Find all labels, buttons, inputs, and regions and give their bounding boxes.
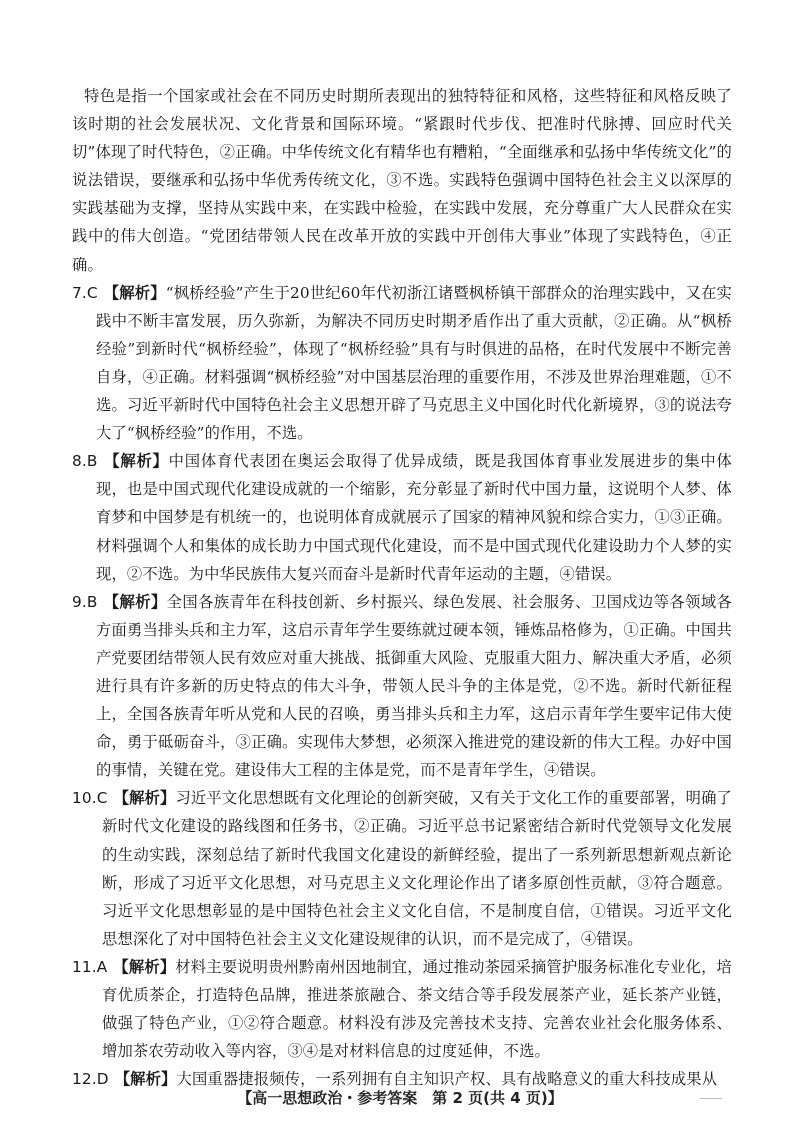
analysis-tag: 【解析】: [103, 452, 169, 471]
analysis-text: 材料主要说明贵州黔南州因地制宜，通过推动茶园采摘管护服务标准化专业化，培育优质茶企，打造特色品牌，推进茶旅融合、茶文结合等手段发展茶产业，延长茶产业链，做强了特色产业，①②符合题意。材料没有涉及完善技术支持、完善农业社会化服务体系、增加茶农劳动收入等内容，③④是对材料信息的过度延伸，不选。: [102, 957, 733, 1061]
continuation-paragraph: 特色是指一个国家或社会在不同历史时期所表现出的独特特征和风格，这些特征和风格反映了该时期的社会发展状况、文化背景和国际环境。“紧跟时代步伐、把准时代脉搏、回应时代关切”体现了时代特色，②正确。中华传统文化有精华也有糟粕，“全面继承和弘扬中华传统文化”的说法错误，要继承和弘扬中华优秀传统文化，③不选。实践特色强调中国特色社会主义以深厚的实践基础为支撑，坚持从实践中来，在实践中检验，在实践中发展，充分尊重广大人民群众在实践中的伟大创造。“党团结带领人民在改革开放的实践中开创伟大事业”体现了实践特色，④正确。: [72, 87, 732, 274]
answer-item-10: [72, 784, 732, 953]
analysis-text: 大国重器捷报频传，一系列拥有自主知识产权、具有战略意义的重大科技成果从: [176, 1070, 718, 1089]
analysis-text: “枫桥经验”产生于20世纪60年代初浙江诸暨枫桥镇干部群众的治理实践中，又在实践中不断丰富发展，历久弥新，为解决不同历史时期矛盾作出了重大贡献，②正确。从“枫桥经验”到新时代“枫桥经验”，体现了“枫桥经验”具有与时俱进的品格，在时代发展中不断完善自身，④正确。材料强调“枫桥经验”对中国基层治理的重要作用，不涉及世界治理难题，①不选。习近平新时代中国特色社会主义思想开辟了马克思主义中国化时代化新境界，③的说法夸大了“枫桥经验”的作用，不选。: [96, 283, 733, 443]
analysis-text: 全国各族青年在科技创新、乡村振兴、绿色发展、社会服务、卫国戍边等各领域各方面勇当排头兵和主力军，这启示青年学生要练就过硬本领，锤炼品格修为，①正确。中国共产党要团结带领人民有效应对重大挑战、抵御重大风险、克服重大阻力、解决重大矛盾，必须进行具有许多新的历史特点的伟大斗争，带领人民斗争的主体是党，②不选。新时代新征程上，全国各族青年听从党和人民的召唤，勇当排头兵和主力军，这启示青年学生要牢记伟大使命，勇于砥砺奋斗，③正确。实现伟大梦想，必须深入推进党的建设新的伟大工程。办好中国的事情，关键在党。建设伟大工程的主体是党，而不是青年学生，④错误。: [96, 592, 732, 780]
analysis-tag: 【解析】: [103, 592, 167, 611]
analysis-text: 习近平文化思想既有文化理论的创新突破，又有关于文化工作的重要部署，明确了新时代文化建设的路线图和任务书，②正确。习近平总书记紧密结合新时代党领导文化发展的生动实践，深刻总结了新时代我国文化建设的新鲜经验，提出了一系列新思想新观点新论断，形成了习近平文化思想，对马克思主义文化理论作出了诸多原创性贡献，③符合题意。习近平文化思想彰显的是中国特色社会主义文化自信，不是制度自信，①错误。习近平文化思想深化了对中国特色社会主义文化建设规律的认识，而不是完成了，④错误。: [102, 789, 732, 948]
answer-item-7: [72, 279, 732, 448]
answer-number: 9.B: [72, 592, 98, 611]
analysis-tag: 【解析】: [103, 283, 166, 302]
analysis-tag: 【解析】: [113, 789, 176, 808]
answer-item-11: [72, 953, 732, 1065]
answer-item-8: [72, 447, 732, 587]
scan-mark: [700, 1098, 722, 1099]
page-footer: 【高一思想政治・参考答案 第 2 页(共 4 页)】: [237, 1089, 563, 1107]
analysis-tag: 【解析】: [114, 1070, 177, 1089]
answer-content: [72, 82, 732, 1093]
answer-number: 8.B: [72, 452, 98, 471]
analysis-text: 中国体育代表团在奥运会取得了优异成绩，既是我国体育事业发展进步的集中体现，也是中国式现代化建设成就的一个缩影，充分彰显了新时代中国力量，这说明个人梦、体育梦和中国梦是有机统一的，也说明体育成就展示了国家的精神风貌和综合实力，①③正确。材料强调个人和集体的成长助力中国式现代化建设，而不是中国式现代化建设助力个人梦的实现，②不选。为中华民族伟大复兴而奋斗是新时代青年运动的主题，④错误。: [96, 452, 732, 583]
answer-number: 11.A: [72, 957, 108, 976]
answer-number: 7.C: [72, 283, 98, 302]
analysis-tag: 【解析】: [113, 957, 176, 976]
answer-number: 10.C: [72, 789, 108, 808]
answer-item-9: [72, 588, 732, 785]
answer-number: 12.D: [72, 1070, 109, 1089]
